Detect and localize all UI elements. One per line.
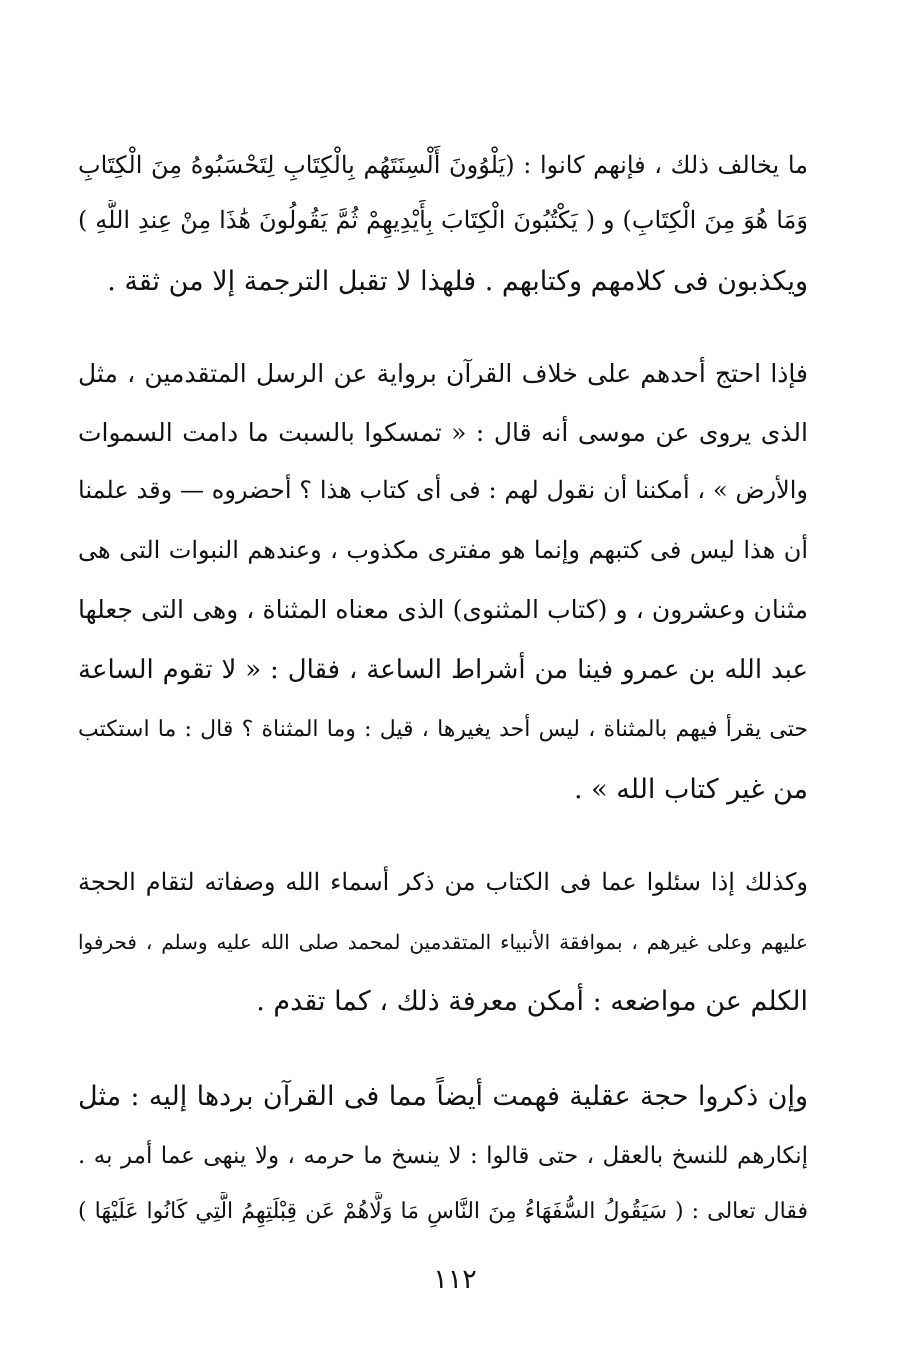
text-line: إنكارهم للنسخ بالعقل ، حتى قالوا : لا ينسخ ما حرمه ، ولا ينهى عما أمر به .: [78, 1143, 808, 1169]
page-number: ١١٢: [433, 1264, 477, 1295]
text-line: مثنان وعشرون ، و (كتاب المثنوى) الذى معناه المثناة ، وهى التى جعلها: [78, 595, 808, 624]
text-line: ما يخالف ذلك ، فإنهم كانوا : (يَلْوُونَ أَلْسِنَتَهُم بِالْكِتَابِ لِتَحْسَبُوهُ مِنَ الْكِتَابِ: [78, 151, 808, 179]
text-line: أن هذا ليس فى كتبهم وإنما هو مفترى مكذوب ، وعندهم النبوات التى هى: [78, 536, 808, 564]
text-line: عبد الله بن عمرو فينا من أشراط الساعة ، فقال : « لا تقوم الساعة: [78, 655, 808, 685]
text-line: ويكذبون فى كلامهم وكتابهم . فلهذا لا تقبل الترجمة إلا من ثقة .: [107, 266, 808, 297]
text-line: وإن ذكروا حجة عقلية فهمت أيضاً مما فى القرآن بردها إليه : مثل: [78, 1081, 808, 1112]
text-line: فإذا احتج أحدهم على خلاف القرآن برواية عن الرسل المتقدمين ، مثل: [78, 359, 808, 388]
text-line: عليهم وعلى غيرهم ، بموافقة الأنبياء المتقدمين لمحمد صلى الله عليه وسلم ، فحرفوا: [78, 930, 808, 954]
text-line: وكذلك إذا سئلوا عما فى الكتاب من ذكر أسماء الله وصفاته لتقام الحجة: [78, 868, 808, 896]
text-line: فقال تعالى : ( سَيَقُولُ السُّفَهَاءُ مِنَ النَّاسِ مَا وَلَّاهُمْ عَن قِبْلَتِهِمُ الَّتِي كَانُوا عَلَيْهَا ): [78, 1199, 808, 1224]
text-line: الكلم عن مواضعه : أمكن معرفة ذلك ، كما تقدم .: [256, 986, 808, 1017]
text-line: حتى يقرأ فيهم بالمثناة ، ليس أحد يغيرها ، قيل : وما المثناة ؟ قال : ما استكتب: [78, 717, 808, 742]
text-line: والأرض » ، أمكننا أن نقول لهم : فى أى كتاب هذا ؟ أحضروه — وقد علمنا: [78, 476, 808, 504]
text-line: من غير كتاب الله » .: [574, 774, 808, 805]
text-line: الذى يروى عن موسى أنه قال : « تمسكوا بالسبت ما دامت السموات: [78, 418, 808, 447]
text-line: وَمَا هُوَ مِنَ الْكِتَابِ) و ( يَكْتُبُونَ الْكِتَابَ بِأَيْدِيهِمْ ثُمَّ يَقُولُونَ هَٰذَا مِنْ عِندِ اللَّهِ ): [78, 206, 808, 234]
